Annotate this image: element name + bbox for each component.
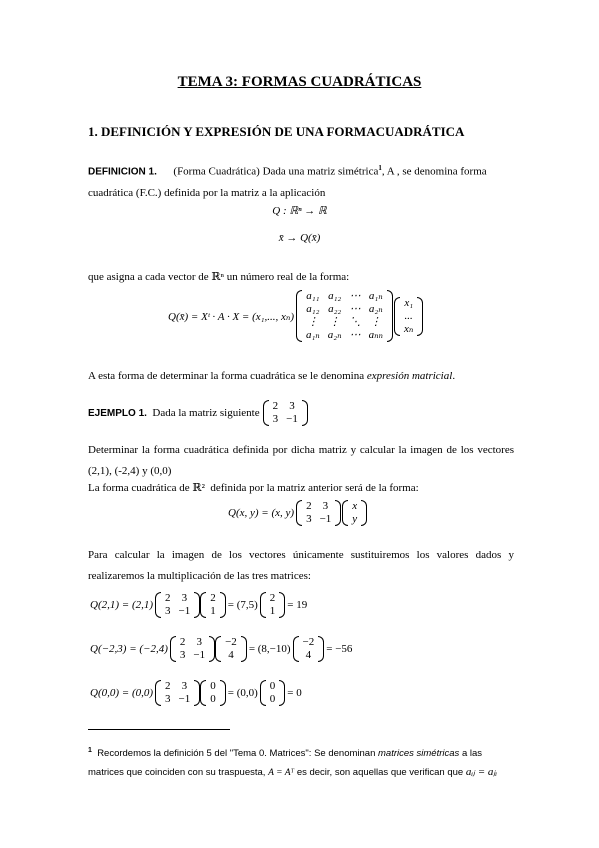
calculation-matrix-row [161,680,194,693]
calculation-vector-cell: 0 [210,680,216,692]
calculation-row [88,671,354,715]
general-matrix-cell: aₙₙ [368,329,383,341]
definition-text: (Forma Cuadrática) Dada una matriz simétrica [173,165,379,178]
definition-text-2: , A , se denomina forma [381,165,487,178]
assign-text: que asigna a cada vector de ℝⁿ un número real de la forma: [88,271,350,283]
general-matrix-row [302,316,387,329]
general-matrix-cell: a₁₁ [306,290,320,302]
calculation-matrix [155,592,200,618]
calculation-vector-row [221,649,241,662]
calculation-lhs: Q(−2,3) = (−2,4) [90,643,168,655]
example-matrix-row [269,400,302,413]
example-matrix-cell: 3 [289,400,295,412]
calculation-vector-2-cell: −2 [302,636,315,648]
task-text: Determinar la forma cuadrática definida por dicha matriz y calcular la imagen de los vectores (2,1), (-2,4) y (0,0) [88,444,514,477]
general-formula [168,290,423,342]
example-label: EJEMPLO 1. [88,407,147,419]
general-matrix-cell: ⋯ [349,290,361,302]
calculation-vector-2-cell: 2 [269,592,276,604]
general-matrix-cell: ⋱ [349,316,361,328]
calculation-vector-cell: 1 [210,605,216,617]
calculation-vector [215,636,247,662]
general-vector-row [400,310,417,323]
footnote-term: matrices simétricas [378,748,460,760]
calc-text: Para calcular la imagen de los vectores únicamente sustituiremos los valores dados y realizaremos la multiplicación de las tres matrices: [88,549,514,582]
calculation-matrix-cell: −1 [178,605,191,617]
calculation-vector-cell: 0 [210,693,216,705]
xy-vector [342,500,367,526]
calculation-vector-cell: 2 [210,592,216,604]
general-formula-lhs: Q(x̄) = Xᵗ · A · X = (x₁,..., xₙ) [168,310,294,323]
calculation-matrix-cell: 3 [165,605,171,617]
calculation-vector-2 [260,592,286,618]
calculation-matrix-cell: 3 [165,693,171,705]
r2-text-1: La forma cuadrática de ℝ² [88,482,205,494]
calculation-matrix-cell: 3 [179,649,186,661]
general-matrix-cell: ⋯ [349,329,361,341]
calculation-result: = −56 [326,643,353,655]
calculation-matrix [170,636,215,662]
calculation-row [88,583,354,627]
general-matrix-cell: ⋮ [307,316,319,328]
coef-matrix-cell: 3 [306,513,312,525]
example-text: Dada la matriz siguiente [152,407,260,419]
general-matrix-row [302,290,387,303]
calculation-vector-2-row [299,649,319,662]
footnote-text-1: Recordemos la definición 5 del "Tema 0. Matrices": Se denominan [97,748,376,760]
definition-line-2: cuadrática (F.C.) definida por la matriz a la aplicación [88,186,326,199]
footnote-line-2b: es decir, son aquellas que verifican que [296,767,464,779]
calculation-lhs: Q(0,0) = (0,0) [90,687,154,699]
general-vector-cell: x₁ [404,296,414,309]
matrix-expression-text-2: . [452,370,456,382]
coef-matrix-row [302,513,335,526]
xy-vector-cell: y [352,513,358,525]
mapping-line-1: Q : ℝⁿ → ℝ [272,205,327,217]
definition-paragraph [88,158,514,204]
calculation-vector-row [206,592,220,605]
calculation-matrix-cell: 2 [179,636,186,648]
matrix-expression-term: expresión matricial [366,370,453,382]
section-title: 1. DEFINICIÓN Y EXPRESIÓN DE UNA FORMACUADRÁTICA [88,124,465,139]
general-vector-cell: ... [404,309,413,322]
calculation-matrix-cell: 2 [165,592,171,604]
calculation-vector [200,680,226,706]
example-matrix-cell: −1 [286,413,298,425]
general-vector-cell: xₙ [404,322,414,335]
general-matrix-cell: a₁ₙ [305,329,320,341]
calculation-vector-row [206,605,220,618]
calculation-matrix-row [161,592,194,605]
definition-label: DEFINICION 1. [88,166,157,178]
calculation-result: = 19 [287,599,308,611]
footnote-text-2: a las [461,748,483,760]
example-matrix-row [269,413,302,426]
calculation-vector [200,592,226,618]
calculation-vector-cell: 4 [228,649,234,661]
general-matrix [296,290,393,342]
general-vector [394,297,423,336]
calculation-vector-2-row [266,592,280,605]
calculation-vector-2-cell: 1 [269,605,276,617]
calculation-vector-2-row [266,605,280,618]
calculation-matrix-row [176,649,209,662]
general-vector-row [400,323,417,336]
calculation-matrix-cell: −1 [178,693,191,705]
matrix-expression-text [88,370,455,382]
example-matrix-cell: 3 [272,413,279,425]
general-matrix-cell: ⋯ [349,303,361,315]
r2-text-2: definida por la matriz anterior será de la forma: [210,482,419,494]
footnote-divider [88,729,230,730]
calculation-lhs: Q(2,1) = (2,1) [90,599,154,611]
example-matrix [263,400,308,426]
calculation-matrix-row [161,605,194,618]
calculation-matrix [155,680,200,706]
footnote-eq-1: A = Aᵀ [268,768,295,779]
general-matrix-cell: a₁ₙ [368,290,383,302]
coef-matrix-cell: 2 [306,500,312,512]
coef-matrix-cell: 3 [322,500,329,512]
general-vector-row [400,297,417,310]
general-matrix-cell: ⋮ [370,316,382,328]
footnote-ref: 1 [378,164,382,172]
calculation-vector-2-cell: 0 [269,693,276,705]
coef-matrix-cell: −1 [319,513,332,525]
calculation-matrix-cell: 3 [196,636,202,648]
matrix-expression-text-1: A esta forma de determinar la forma cuadrática se le denomina [88,370,365,382]
footnote-eq-2: aᵢⱼ = aⱼᵢ [465,766,498,779]
calculation-matrix-cell: 2 [165,680,171,692]
coef-matrix-row [302,500,335,513]
xy-matrix [296,500,341,526]
calculation-row [88,627,354,671]
calculation-vector-row [221,636,241,649]
r2-text [88,481,419,494]
xy-vector-row [348,513,361,526]
general-matrix-cell: a₁₂ [328,290,342,302]
footnote-line-2: matrices que coinciden con su traspuesta, [88,767,266,779]
general-matrix-cell: a₁₂ [306,303,320,315]
calculation-matrix-row [176,636,209,649]
xy-vector-cell: x [352,500,358,512]
footnote [88,741,514,783]
calculation-vector-2-row [266,680,280,693]
mapping-line-2: x̄ → Q(x̄) [278,232,321,244]
xy-formula-lhs: Q(x, y) = (x, y) [228,507,295,519]
calculations [88,583,354,715]
general-matrix-row [302,329,387,342]
calculation-intermediate: = (7,5) [227,599,258,611]
calculation-matrix-cell: −1 [193,649,206,661]
calculation-vector-2 [260,680,286,706]
page-title: TEMA 3: FORMAS CUADRÁTICAS [177,74,422,90]
calculation-matrix-cell: 3 [181,680,188,692]
general-matrix-row [302,303,387,316]
calculation-intermediate: = (8,−10) [248,643,291,655]
calculation-matrix-cell: 3 [181,592,188,604]
xy-formula [228,500,367,526]
calculation-vector-cell: −2 [225,636,237,648]
calculation-matrix-row [161,693,194,706]
calculation-vector-row [206,680,220,693]
general-matrix-cell: a₂ₙ [368,303,383,315]
footnote-mark: 1 [88,747,92,754]
example-line [88,400,308,426]
calculation-vector-2-cell: 0 [269,680,276,692]
calculation-vector-2-row [299,636,319,649]
calculation-vector-row [206,693,220,706]
calculation-vector-2-row [266,693,280,706]
general-matrix-cell: ⋮ [329,316,341,328]
general-matrix-cell: a₂ₙ [327,329,342,341]
xy-vector-row [348,500,361,513]
calculation-vector-2-cell: 4 [305,649,312,661]
calculation-intermediate: = (0,0) [227,687,258,699]
general-matrix-cell: a₂₂ [328,303,342,315]
example-matrix-cell: 2 [272,400,279,412]
calculation-result: = 0 [287,687,302,699]
calculation-vector-2 [293,636,325,662]
